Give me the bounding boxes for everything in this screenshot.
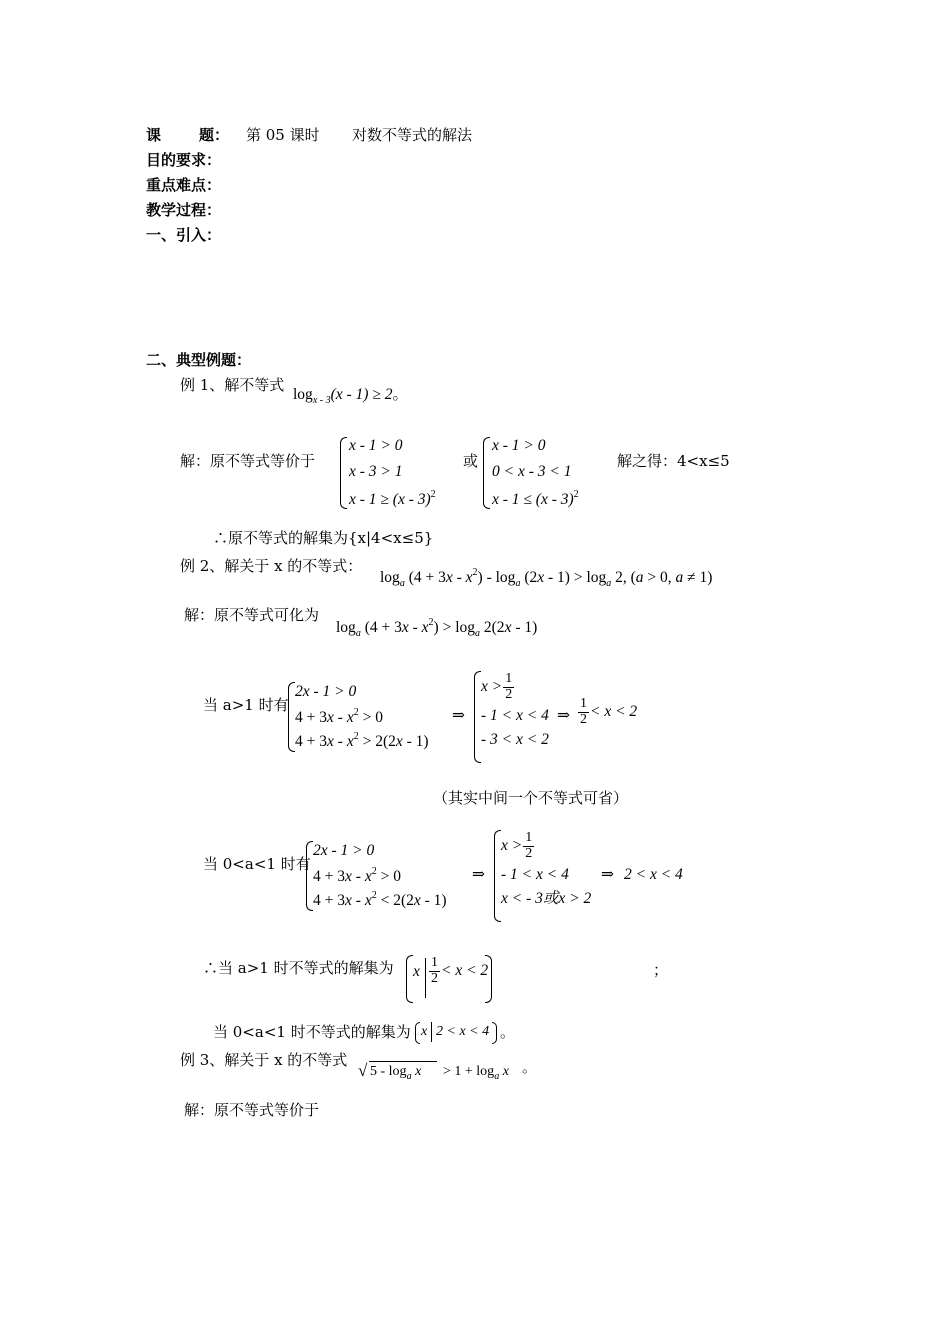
key-points-heading: 重点难点： bbox=[146, 176, 222, 194]
ex2-concl2-set: x bbox=[421, 1024, 428, 1039]
ex2-case1-brace bbox=[288, 682, 295, 752]
sqrt-radical-icon: √ bbox=[358, 1061, 368, 1080]
ex1-sys1-brace bbox=[340, 437, 347, 509]
ex2-conclusion1: ∴当 a>1 时不等式的解集为 bbox=[203, 959, 394, 977]
ex2-concl1-bar bbox=[425, 958, 426, 998]
ex2-case1-mid-line2: - 1 < x < 4 bbox=[481, 707, 549, 724]
ex1-sys2-brace bbox=[483, 437, 490, 509]
ex2-solution-label: 解：原不等式可化为 bbox=[184, 606, 320, 624]
ex3-solution-label: 解：原不等式等价于 bbox=[184, 1101, 320, 1119]
ex2-concl2-bar bbox=[431, 1022, 432, 1042]
ex2-case1-arrow2: ⇒ bbox=[557, 707, 570, 724]
ex2-concl1-range: $\frac{1}{2}$ < x < 2 bbox=[431, 955, 489, 986]
ex2-case2-mid-line1: x > $\frac{1}{2}$ bbox=[501, 830, 533, 861]
ex2-concl2-rbrace bbox=[492, 1022, 497, 1044]
ex3-end: 。 bbox=[522, 1058, 538, 1076]
ex2-case2-line1: 2x - 1 > 0 bbox=[313, 842, 375, 859]
ex1-label: 例 1、解不等式 bbox=[180, 376, 285, 394]
ex2-case1-line2: $4 + 3x - x^2 > 0$ bbox=[295, 707, 383, 726]
ex2-case2-brace bbox=[306, 841, 313, 911]
ex2-case1-mid-line1: x > $\frac{1}{2}$ bbox=[481, 671, 513, 702]
ex1-inequality: $\log_{x - 3}(x - 1) \ge 2$。 bbox=[293, 386, 408, 406]
ex2-concl2-lbrace bbox=[415, 1022, 420, 1044]
goal-heading: 目的要求： bbox=[146, 151, 222, 169]
ex2-case2-arrow2: ⇒ bbox=[601, 866, 614, 883]
ex2-semicolon: ； bbox=[653, 961, 669, 979]
ex2-case1-arrow: ⇒ bbox=[452, 707, 465, 724]
ex2-concl2-range: 2 < x < 4 bbox=[436, 1024, 490, 1039]
ex3-rest: > $1 + \log_a x$ bbox=[443, 1064, 509, 1082]
ex2-case1-label: 当 a>1 时有 bbox=[203, 696, 289, 714]
lesson-topic: 对数不等式的解法 bbox=[352, 126, 473, 144]
ex2-note: （其实中间一个不等式可省） bbox=[433, 789, 629, 807]
ex3-radicand: $5 - \log_a x$ bbox=[370, 1064, 422, 1082]
ex1-solution-label: 解：原不等式等价于 bbox=[180, 452, 316, 470]
ex1-sys2-line1: x - 1 > 0 bbox=[492, 437, 546, 454]
ex2-concl1-set: x bbox=[413, 963, 420, 980]
ex2-case2-line2: $4 + 3x - x^2 > 0$ bbox=[313, 866, 401, 885]
ex1-or: 或 bbox=[463, 452, 479, 470]
ex2-inequality: $\log_a (4 + 3x - x^2) - \log_a (2x - 1) > \log_a 2$, (a > 0, a ≠ 1) bbox=[380, 567, 713, 589]
ex1-sys1-line3: x - 1 ≥ (x - 3)$^2$ bbox=[349, 489, 436, 508]
ex2-concl1-lbrace bbox=[406, 955, 413, 1003]
ex1-sys1-line1: x - 1 > 0 bbox=[349, 437, 403, 454]
ex2-case2-arrow: ⇒ bbox=[472, 866, 485, 883]
ex2-case2-label: 当 0<a<1 时有 bbox=[203, 855, 311, 873]
intro-heading: 一、引入： bbox=[146, 226, 222, 244]
ex1-solution-set: ∴原不等式的解集为{x|4<x≤5} bbox=[213, 529, 434, 547]
sqrt-overline bbox=[369, 1061, 437, 1062]
ex2-case2-line3: $4 + 3x - x^2 < 2(2x - 1)$ bbox=[313, 890, 447, 909]
ex3-label: 例 3、解关于 x 的不等式 bbox=[180, 1051, 348, 1069]
ex2-case1-mid-brace bbox=[474, 671, 481, 763]
ex2-period: 。 bbox=[500, 1023, 516, 1041]
ex2-label: 例 2、解关于 x 的不等式： bbox=[180, 557, 363, 575]
process-heading: 教学过程： bbox=[146, 201, 222, 219]
lesson-number: 第 05 课时 bbox=[246, 126, 320, 144]
ex2-case1-result: $\frac{1}{2}$ < x < 2 bbox=[580, 696, 638, 727]
header-ti: 题： bbox=[199, 126, 230, 144]
ex1-sys2-line2: 0 < x - 3 < 1 bbox=[492, 463, 572, 480]
ex2-case2-mid-brace bbox=[494, 830, 501, 922]
header-ke: 课 bbox=[146, 126, 162, 144]
section-examples-heading: 二、典型例题： bbox=[146, 351, 252, 369]
ex2-case1-mid-line3: - 3 < x < 2 bbox=[481, 731, 549, 748]
ex2-case1-line3: $4 + 3x - x^2 > 2(2x - 1)$ bbox=[295, 731, 429, 750]
ex2-case1-line1: 2x - 1 > 0 bbox=[295, 683, 357, 700]
ex1-result: 解之得：4<x≤5 bbox=[617, 452, 730, 470]
ex2-case2-mid-line2: - 1 < x < 4 bbox=[501, 866, 569, 883]
ex2-case2-mid-line3: x < - 3或x > 2 bbox=[501, 890, 592, 907]
ex2-case2-result: 2 < x < 4 bbox=[624, 866, 683, 883]
ex2-concl1-rbrace bbox=[485, 955, 492, 1003]
ex1-sys2-line3: x - 1 ≤ (x - 3)$^2$ bbox=[492, 489, 579, 508]
ex1-sys1-line2: x - 3 > 1 bbox=[349, 463, 403, 480]
ex2-conclusion2: 当 0<a<1 时不等式的解集为 bbox=[213, 1023, 411, 1041]
ex2-transformed: $\log_a (4 + 3x - x^2) > \log_a 2(2x - 1)$ bbox=[336, 617, 538, 639]
